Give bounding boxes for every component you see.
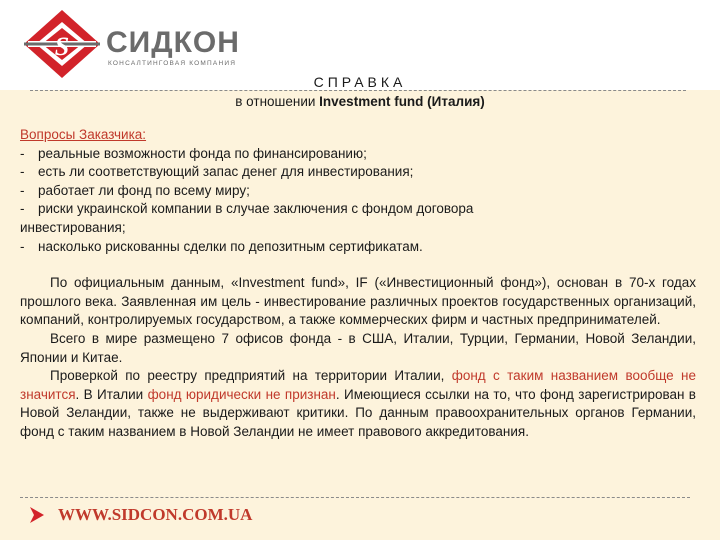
question-item: - реальные возможности фонда по финансированию; <box>20 145 367 161</box>
website-link[interactable]: WWW.SIDCON.COM.UA <box>58 505 253 524</box>
logo-mark-icon <box>22 8 102 80</box>
header-divider <box>30 90 686 91</box>
question-text: риски украинской компании в случае заключения с фондом договора <box>38 201 474 217</box>
document-body <box>20 126 696 442</box>
question-item: - риски украинской компании в случае заключения с фондом договора <box>20 201 474 217</box>
question-text: есть ли соответствующий запас денег для инвестирования; <box>38 164 414 180</box>
para3-part: . Имеющиеся ссылки на то, что фонд зарегистрирован в Новой Зеландии, также не выдерживают критики. По данным правоохранительных органов Германии, фонд с таким названием в Новой Зеландии не имеет правового аккредитования. <box>20 386 696 439</box>
question-item-continuation: инвестирования; <box>20 219 126 235</box>
footer-divider <box>20 497 690 498</box>
subtitle-subject: Investment fund (Италия) <box>319 94 485 109</box>
highlight-not-registered: фонд с таким названием вообще не значится <box>20 368 696 402</box>
logo-mark-letter: S <box>54 32 70 61</box>
arrow-right-icon <box>30 507 44 523</box>
logo-name: СИДКОН <box>106 26 240 59</box>
paragraph-founding: По официальным данным, «Investment fund», IF («Инвестиционный фонд»), основан в 70-х годах прошлого века. Заявленная им цель - инвестирование различных проектов государственных организаций, компаний, контролируемых государством, а также коммерческих фирм и частных предпринимателей. <box>20 275 696 328</box>
document-subtitle <box>130 94 590 109</box>
document-title: СПРАВКА <box>313 74 407 90</box>
logo-tagline: КОНСАЛТИНГОВАЯ КОМПАНИЯ <box>108 60 237 67</box>
question-item: - есть ли соответствующий запас денег для инвестирования; <box>20 164 414 180</box>
subtitle-prefix: в отношении <box>235 94 320 109</box>
questions-heading: Вопросы Заказчика: <box>20 127 147 142</box>
question-text: работает ли фонд по всему миру; <box>38 182 250 198</box>
question-item: - насколько рискованны сделки по депозитным сертификатам. <box>20 238 423 254</box>
company-logo[interactable] <box>22 8 242 80</box>
question-text: реальные возможности фонда по финансированию; <box>38 145 367 161</box>
para3-part: . В Италии <box>75 386 148 402</box>
question-item: - работает ли фонд по всему миру; <box>20 182 250 198</box>
paragraph-verification <box>20 367 696 441</box>
highlight-not-recognized: фонд юридически не признан <box>147 386 336 402</box>
paragraph-offices: Всего в мире размещено 7 офисов фонда - в США, Италии, Турции, Германии, Новой Зеландии, Японии и Китае. <box>20 330 696 365</box>
question-text: насколько рискованны сделки по депозитным сертификатам. <box>38 238 423 254</box>
para3-part: Проверкой по реестру предприятий на территории Италии, <box>50 368 452 384</box>
